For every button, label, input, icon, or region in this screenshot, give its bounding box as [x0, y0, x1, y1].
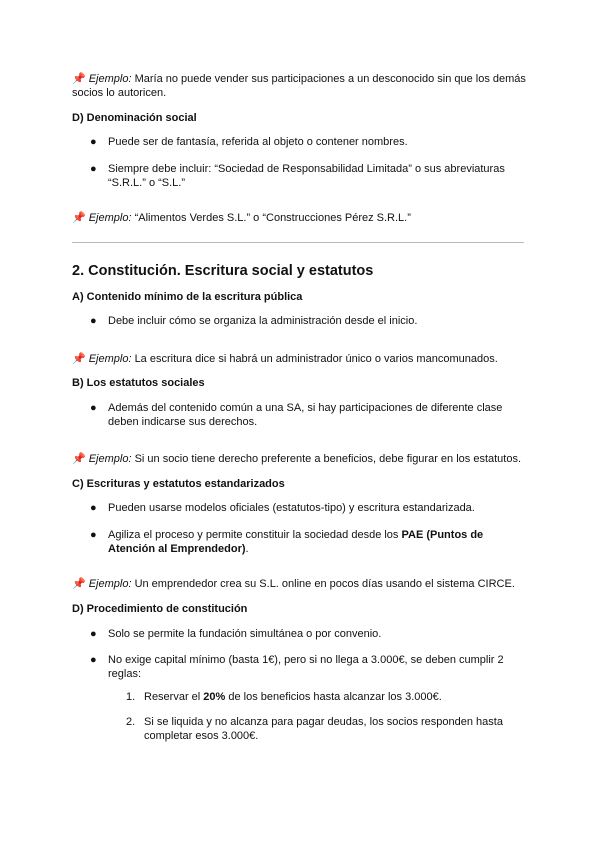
list-item-text: No exige capital mínimo (basta 1€), pero si no llega a 3.000€, se deben cumplir 2 reglas: [108, 654, 504, 680]
bullet-icon: ● [90, 628, 97, 640]
item-number: 2. [126, 716, 136, 728]
bullet-icon: ● [90, 502, 97, 514]
item-number: 1. [126, 691, 136, 703]
heading-contenido-minimo: A) Contenido mínimo de la escritura pública [72, 291, 303, 303]
example-label: Ejemplo: [88, 353, 132, 365]
example-label: Ejemplo: [88, 73, 132, 85]
example-paragraph [72, 211, 532, 225]
horizontal-divider [72, 242, 524, 243]
bullet-icon: ● [90, 315, 97, 327]
numbered-item-text: Reservar el 20% de los beneficios hasta alcanzar los 3.000€. [144, 691, 442, 703]
list-item-text: Debe incluir cómo se organiza la administración desde el inicio. [108, 315, 418, 327]
heading-denominacion: D) Denominación social [72, 112, 197, 124]
pushpin-icon: 📌 [72, 353, 86, 365]
list-item-text: Pueden usarse modelos oficiales (estatutos-tipo) y escritura estandarizada. [108, 502, 475, 514]
example-paragraph [72, 452, 532, 466]
bullet-icon: ● [90, 163, 97, 175]
heading-estandarizados: C) Escrituras y estatutos estandarizados [72, 478, 285, 490]
heading-procedimiento: D) Procedimiento de constitución [72, 603, 248, 615]
example-paragraph [72, 352, 532, 366]
example-label: Ejemplo: [88, 212, 132, 224]
example-label: Ejemplo: [88, 453, 132, 465]
list-item-text: Puede ser de fantasía, referida al objeto o contener nombres. [108, 136, 408, 148]
pae-bold: PAE (Puntos de Atención al Emprendedor) [108, 529, 484, 555]
list-item-text: Siempre debe incluir: “Sociedad de Responsabilidad Limitada” o sus abreviaturas “S.R.L.” o “S.L.” [108, 163, 505, 189]
bullet-icon: ● [90, 529, 97, 541]
list-item-text: Además del contenido común a una SA, si hay participaciones de diferente clase deben indicarse sus derechos. [108, 402, 503, 428]
pushpin-icon: 📌 [72, 453, 86, 465]
example-label: Ejemplo: [88, 578, 132, 590]
bullet-icon: ● [90, 402, 97, 414]
list-item-text: Agiliza el proceso y permite constituir la sociedad desde los PAE (Puntos de Atención al Emprendedor). [108, 529, 484, 555]
numbered-item-text: Si se liquida y no alcanza para pagar deudas, los socios responden hasta completar esos 3.000€. [144, 716, 503, 742]
pushpin-icon: 📌 [72, 578, 86, 590]
example-paragraph [72, 577, 532, 591]
bullet-icon: ● [90, 654, 97, 666]
example-text: Un emprendedor crea su S.L. online en pocos días usando el sistema CIRCE. [134, 578, 515, 590]
bullet-icon: ● [90, 136, 97, 148]
heading-estatutos: B) Los estatutos sociales [72, 377, 205, 389]
example-text: María no puede vender sus participaciones a un desconocido sin que los demás socios lo autoricen. [72, 73, 526, 99]
percent-bold: 20% [203, 691, 226, 703]
section-title: 2. Constitución. Escritura social y estatutos [72, 263, 374, 279]
example-text: “Alimentos Verdes S.L.” o “Construcciones Pérez S.R.L.” [134, 212, 411, 224]
list-item-text: Solo se permite la fundación simultánea o por convenio. [108, 628, 382, 640]
example-text: Si un socio tiene derecho preferente a beneficios, debe figurar en los estatutos. [134, 453, 522, 465]
pushpin-icon: 📌 [72, 73, 86, 85]
example-paragraph [72, 72, 532, 100]
pushpin-icon: 📌 [72, 212, 86, 224]
example-text: La escritura dice si habrá un administrador único o varios mancomunados. [134, 353, 498, 365]
